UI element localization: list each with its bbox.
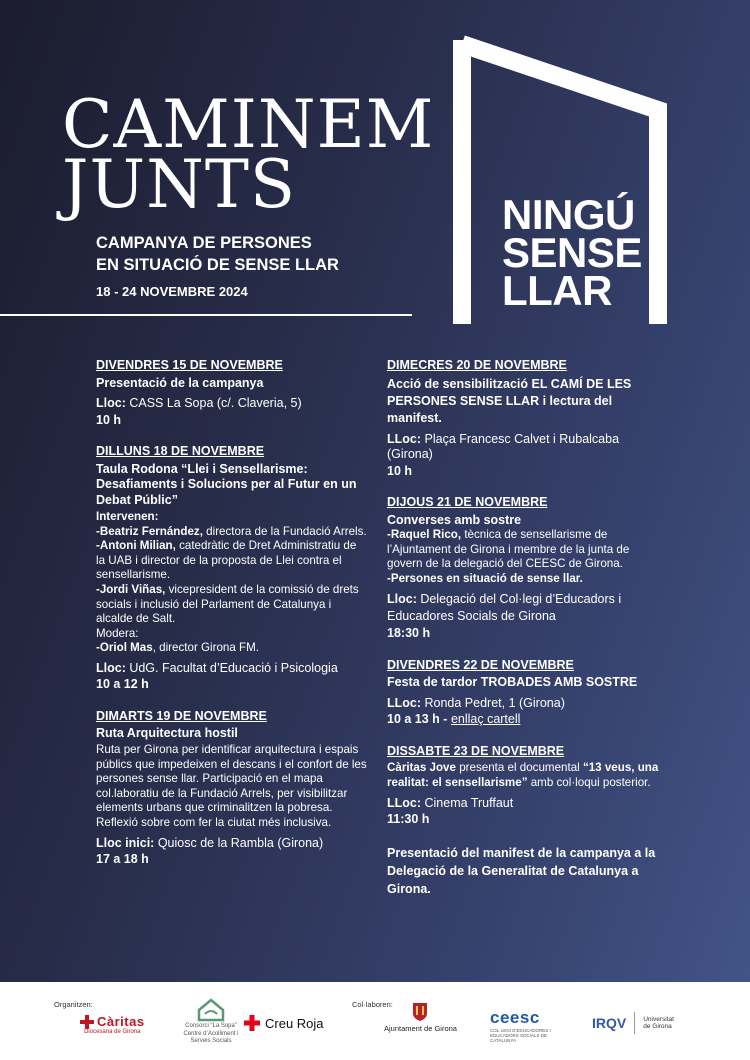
location-label: Lloc: (387, 592, 417, 607)
program-left-column (96, 358, 368, 884)
event-23-nov (387, 744, 665, 828)
moderator (96, 641, 368, 656)
location-label: Lloc inici: (96, 835, 155, 850)
udg-logo (643, 1016, 674, 1030)
speaker-desc: directora de la Fundació Arrels. (202, 524, 367, 538)
event-location (387, 696, 665, 712)
girona-shield-icon (412, 1002, 428, 1022)
location-value: Plaça Francesc Calvet i Rubalcaba (Girona) (387, 431, 620, 461)
moderator-label: Modera: (96, 626, 139, 640)
irqv-name: IRQV (592, 1015, 627, 1031)
ajuntament-girona-logo (384, 1002, 457, 1033)
caritas-name: Càritas (97, 1014, 145, 1029)
ceesc-name: ceesc (490, 1008, 540, 1027)
speaker-desc: vicepresident de la comissió de drets socials i inclusió del Parlament de Catalunya i alcalde de Salt. (96, 582, 359, 626)
event-18-nov (96, 444, 368, 693)
speakers-label: Intervenen: (96, 510, 159, 523)
caritas-logo (80, 1014, 145, 1035)
event-20-nov (387, 358, 665, 479)
speaker-name: -Antoni Milian, (96, 539, 176, 553)
speaker-desc: catedràtic de Dret Administratiu de la UAB i director de la proposta de Llei contra el sensellarisme. (96, 539, 357, 582)
la-sopa-name: Consorci “La Sopa” (185, 1023, 237, 1029)
event-15-nov (96, 358, 368, 428)
organizers-label: Organitzen: (54, 1000, 93, 1009)
event-title: Ruta Arquitectura hostil (96, 726, 238, 741)
la-sopa-subtitle: Centre d’Acolliment i Serveis Socials (183, 1031, 239, 1044)
event-time: 10 h (96, 412, 122, 427)
participant-2: -Persones en situació de sense llar. (387, 571, 583, 585)
la-sopa-logo (176, 998, 246, 1045)
documentary-title: “13 veus, una realitat: el sensellarisme” (387, 761, 659, 789)
campaign-dates: 18 - 24 NOVEMBRE 2024 (96, 284, 248, 299)
event-date: DIMECRES 20 DE NOVEMBRE (387, 358, 567, 372)
event-date: DIMARTS 19 DE NOVEMBRE (96, 708, 267, 723)
location-label: LLoc: (387, 695, 422, 710)
speaker-3 (96, 583, 368, 627)
location-label: Lloc: (96, 660, 126, 675)
udg-line1: Universitat (643, 1016, 674, 1023)
speaker-name: -Beatriz Fernández, (96, 524, 203, 538)
speaker-2 (96, 539, 368, 583)
header-divider (0, 314, 412, 316)
event-description (387, 761, 665, 790)
location-label: LLoc: (387, 795, 422, 810)
speaker-name: -Jordi Viñas, (96, 582, 166, 596)
udg-line2: de Girona (643, 1023, 672, 1030)
logo-ningu-sense-llar (502, 191, 642, 314)
logo-separator (634, 1012, 635, 1034)
creu-roja-name: Creu Roja (265, 1015, 324, 1031)
logo-line2: SENSE (502, 229, 642, 276)
event-title: Festa de tardor TROBADES AMB SOSTRE (387, 675, 638, 690)
desc-text: presenta el documental (455, 761, 583, 775)
event-date: DISSABTE 23 DE NOVEMBRE (387, 743, 565, 758)
event-time: 11:30 h (387, 812, 430, 827)
event-location (96, 396, 368, 412)
ceesc-subtitle: COL·LEGI D’EDUCADORES I EDUCADORS SOCIALS DE CATALUNYA (490, 1028, 551, 1043)
event-title: Taula Rodona “Llei i Sensellarisme: Desafiaments i Solucions per al Futur en un Debat Públic” (96, 461, 357, 507)
desc-text-end: amb col·loqui posterior. (527, 775, 651, 789)
location-value: Cinema Truffaut (421, 795, 514, 810)
event-21-nov (387, 495, 665, 642)
location-value: UdG. Facultat d’Educació i Psicologia (125, 660, 338, 675)
ceesc-logo (490, 1008, 570, 1043)
event-time: 18:30 h (387, 626, 431, 641)
closing-note: Presentació del manifest de la campanya a la Delegació de la Generalitat de Catalunya a Girona. (387, 845, 656, 896)
location-value: Quiosc de la Rambla (Girona) (154, 835, 324, 850)
caritas-cross-icon (80, 1015, 94, 1029)
location-label: LLoc: (387, 431, 422, 446)
la-sopa-house-icon (197, 998, 225, 1022)
location-value: Delegació del Col·legi d’Educadors i Educadores Socials de Girona (387, 592, 622, 624)
event-date: DILLUNS 18 DE NOVEMBRE (96, 444, 265, 458)
moderator-desc: , director Girona FM. (152, 641, 260, 655)
event-location (387, 796, 665, 812)
title-line2: JUNTS (62, 146, 297, 223)
location-value: CASS La Sopa (c/. Claveria, 5) (125, 396, 302, 410)
event-date: DIVENDRES 22 DE NOVEMBRE (387, 657, 574, 672)
event-location (387, 591, 665, 625)
separator: - (439, 712, 451, 727)
participant-1 (387, 528, 665, 572)
moderator-name: -Oriol Mas (96, 641, 153, 655)
title-line1: CAMINEM (62, 86, 435, 163)
program-right-column (387, 358, 665, 898)
logo-line3: LLAR (502, 267, 612, 314)
campaign-subtitle (96, 232, 339, 276)
collaborators-label: Col·laboren: (352, 1000, 393, 1009)
event-time-row (387, 712, 665, 728)
event-title: Presentació de la campanya (96, 375, 264, 390)
poster-link[interactable]: enllaç cartell (450, 712, 521, 727)
subtitle-line1: CAMPANYA DE PERSONES (96, 234, 312, 252)
event-time: 10 h (387, 463, 413, 478)
irqv-udg-logos (592, 1012, 674, 1034)
event-date: DIVENDRES 15 DE NOVEMBRE (96, 358, 283, 372)
event-22-nov (387, 658, 665, 728)
ajuntament-name: Ajuntament de Girona (384, 1024, 457, 1033)
caritas-subtitle: Diocesana de Girona (84, 1029, 141, 1035)
red-cross-icon (244, 1015, 260, 1031)
subtitle-line2: EN SITUACIÓ DE SENSE LLAR (96, 256, 339, 274)
event-19-nov (96, 709, 368, 868)
event-time: 17 a 18 h (96, 852, 149, 866)
speaker-1 (96, 525, 368, 540)
participant-desc: tècnica de sensellarisme de l’Ajuntament de Girona i membre de la junta de govern de la delegació del CEESC de Girona. (387, 528, 630, 571)
caritas-mark (80, 1014, 145, 1029)
organizer-name: Càritas Jove (387, 761, 456, 775)
event-title: Converses amb sostre (387, 512, 522, 527)
location-label: Lloc: (96, 396, 126, 410)
event-location (387, 432, 665, 463)
participant-name: -Raquel Rico, (387, 528, 462, 541)
event-location (96, 836, 368, 852)
event-location (96, 661, 368, 677)
creu-roja-logo (244, 1015, 324, 1031)
participants (387, 528, 665, 586)
event-title: Acció de sensibilització EL CAMÍ DE LES PERSONES SENSE LLAR i lectura del manifest. (387, 376, 632, 425)
event-description: Ruta per Girona per identificar arquitectura i espais públics que impedeixen el descans i el confort de les persones sense llar. Participació en el mapa col.laboratiu de la Fundació Arrels, per visibilitzar elements urbans que criminalitzen la pobresa. Reflexió sobre com fer la ciutat més inclusiva. (96, 742, 367, 829)
event-date: DIJOUS 21 DE NOVEMBRE (387, 495, 548, 509)
event-time: 10 a 13 h (387, 712, 440, 727)
event-time: 10 a 12 h (96, 677, 149, 692)
location-value: Ronda Pedret, 1 (Girona) (421, 695, 565, 710)
speakers (96, 510, 368, 656)
logo-line1: NINGÚ (502, 191, 635, 238)
